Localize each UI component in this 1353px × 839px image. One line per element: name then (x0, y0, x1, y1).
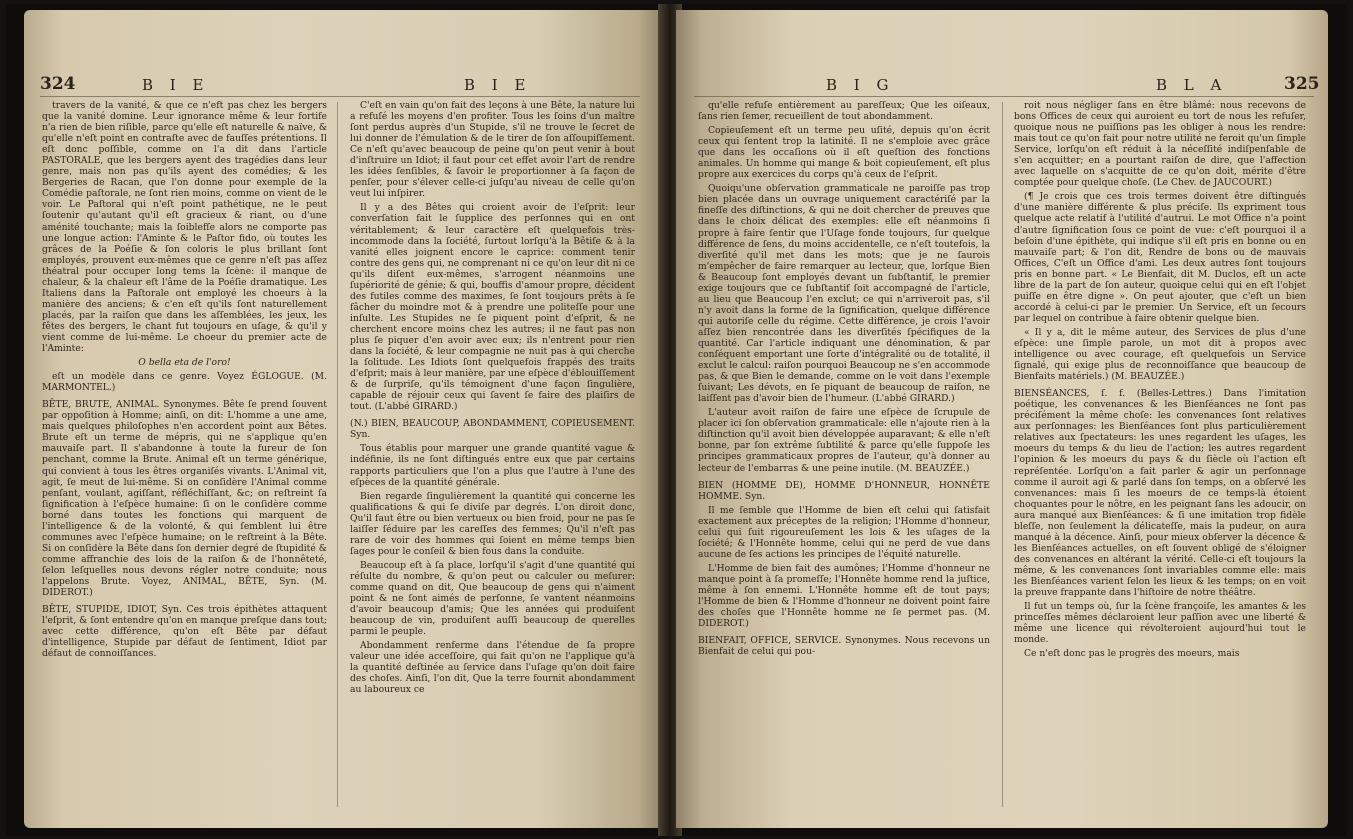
verse-quote: O bella eta de l'oro! (138, 357, 231, 369)
right-page-column-2 (1014, 100, 1306, 812)
paragraph: eſt un modèle dans ce genre. Voyez ÉGLOGUE. (M. MARMONTEL.) (42, 371, 327, 394)
header-rule-left (40, 96, 640, 97)
column-rule-right (1002, 102, 1003, 807)
paragraph: Abondamment renferme dans l'étendue de ſa propre valeur une idée acceſſoire, qui fait qu'on ne l'applique qu'à la quantité deſtinée au ſervice dans l'uſage qu'on doit faire des choſes. Ainſi, l'on dit, Que la terre fournit abondamment au laboureux ce (350, 640, 635, 696)
paragraph: Ce n'eſt donc pas le progrès des moeurs, mais (1024, 648, 1240, 660)
running-head-left-2: B I E (464, 76, 532, 94)
entry-bete-brute-animal: BÊTE, BRUTE, ANIMAL. Synonymes. Bête ſe prend ſouvent par oppoſition à Homme; ainſi, on dit: L'homme a une ame, mais quelques philoſophes n'en accordent point aux Bêtes. Brute eſt un terme de mépris, qui ne s'applique qu'en mauvaiſe part. Il s'abandonne à toute la fureur de ſon penchant, comme la Brute. Animal eſt un terme générique, qui convient à tous les êtres organiſés vivants. L'Animal vit, agit, ſe meut de lui-même. Si on conſidère l'Animal comme penſant, voulant, agiſſant, réfléchiſſant, &c; on reſtreint ſa ſignification à l'eſpèce humaine: ſi on le conſidère comme borné dans toutes les fonctions qui marquent de l'intelligence & de la volonté, & qui ſemblent lui être communes avec l'eſpèce humaine; on le reſtreint à la Bête. Si on conſidère la Bête dans ſon dernier degré de ſtupidité & comme affranchie des lois de la raiſon & de l'honnêteté, ſelon leſquelles nous devons régler notre conduite; nous l'appelons Brute. Voyez, ANIMAL, BÊTE, Syn. (M. DIDEROT.) (42, 399, 327, 599)
left-page (24, 10, 664, 828)
paragraph: roit nous négliger ſans en être blâmé: nous recevons de bons Offices de ceux qui auroient eu tort de nous les refuſer, quoique nous ne puiſſions pas les obliger à nous les rendre: mais tout ce qu'on fait pour notre utilité ne feroit qu'un ſimple Service, lorſqu'on eſt réduit à la néceſſité indiſpenſable de s'en acquitter; en a pourtant raiſon de dire, que l'affection avec laquelle on s'acquitte de ce qu'on doit, mérite d'être comptée pour quelque choſe. (Le Chev. de JAUCOURT.) (1014, 100, 1306, 189)
header-rule-right (694, 96, 1314, 97)
paragraph: L'Homme de bien fait des aumônes; l'Homme d'honneur ne manque point à ſa promeſſe; l'Honnête homme rend la juſtice, même à ſon ennemi. L'Honnête homme eſt de tout pays; l'Homme de bien & l'Homme d'honneur ne doivent point faire des choſes que l'Honnête homme ne ſe permet pas. (M. DIDEROT.) (698, 562, 990, 630)
paragraph: L'auteur avoit raiſon de faire une eſpèce de ſcrupule de placer ici ſon obſervation grammaticale: elle n'ajoute rien à la diſtinction qu'il avoit bien développée auparavant; & elle n'eſt bonne, par ſon extrême ſubtilité & parce qu'elle ſuppoſe les principes grammaticaux propres de l'auteur, qu'à donner au lecteur de l'embarras & une peine inutile. (M. BEAUZÉE.) (698, 407, 990, 474)
paragraph: Tous établis pour marquer une grande quantité vague & indéfinie, ils ne ſont diſtingués entre eux que par certains rapports particuliers que l'on a plus que l'autre à l'une des eſpèces de la quantité générale. (350, 443, 635, 488)
right-page-column-1 (698, 100, 990, 812)
paragraph: travers de la vanité, & que ce n'eft pas chez les bergers que la vanité domine. Leur ignorance même & leur fortife n'a rien de bien riſible, parce qu'elle eſt naturelle & naïve, & qu'elle n'eſt point en contraſte avec de fauſſes prétentions. Il eſt donc poſſible, comme on l'a dit dans l'article PASTORALE, que les bergers ayent des tragédies dans leur genre, mais non pas qu'ils ayent des comédies; & les Bergeries de Racan, que l'on donne pour exemple de la Comédie paſtorale, ne ſont rien moins, comme on vient de le voir. Le Paſtoral qui n'eſt point pathétique, ne le peut ſoutenir qu'autant qu'il eſt gracieux & riant, ou d'une aménité touchante; mais la ſoiblefſe alors ne comporte pas une longue action: l'Aminte & le Paſtor fido, où toutes les grâces de la Poéſie & ſon coloris le plus brillant ſont employés, prouvent eux-mêmes que ce genre n'eſt pas aſſez théatral pour occuper long tems la ſcène: il manque de chaleur, & la chaleur eſt l'âme de la Poéſie dramatique. Les Italiens dans la Paſtorale ont employé les choeurs à la manière des anciens; & c'en eſt qu'ils ſont naturellement placés, par la raiſon que dans les aſſemblées, les jeux, les fêtes des bergers, le chant fut toujours en uſage, & qu'il y vient comme de lui-même. Le choeur du premier acte de l'Aminte: (42, 100, 327, 355)
entry-bienfait-office-service: BIENFAIT, OFFICE, SERVICE. Synonymes. Nous recevons un Bienfait de celui qui pou- (698, 635, 990, 658)
page-number-left: 324 (40, 74, 76, 94)
running-head-right-2: B L A (1156, 76, 1228, 94)
right-page (676, 10, 1328, 828)
column-rule-left (337, 102, 338, 807)
paragraph: (¶ Je crois que ces trois termes doivent être diſtingués d'une manière différente & plus préciſe. Ils expriment tous quelque acte relatif à l'utilité d'autrui. Le mot Office n'a point d'autre ſignification ſous ce point de vue: c'eſt pourquoi il a beſoin d'une épithète, qui indique s'il eſt pris en bonne ou en mauvaiſe part; & l'on dit, Rendre de bons ou de mauvais Offices, C'eſt un Office d'ami. Les deux autres ſont toujours pris en bonne part. « Le Bienfait, dit M. Duclos, eſt un acte libre de la part de ſon auteur, quoique celui qui en eſt l'objet puiſſe en être digne ». On peut ajouter, que c'eſt un bien accordé à celui-ci par le premier. Un Service, eſt un ſecours par lequel on contribue à faire obtenir quelque bien. (1014, 191, 1306, 324)
running-head-left-1: B I E (142, 76, 210, 94)
paragraph: Beaucoup eſt à ſa place, lorſqu'il s'agit d'une quantité qui réſulte du nombre, & qu'on peut ou calculer ou meſurer: comme quand on dit, Que beaucoup de gens qui n'aiment point & ne ſont aimés de perſonne, ſe vantent néanmoins d'avoir beaucoup d'amis; Que les années qui produiſent beaucoup de vin, produiſent auſſi beaucoup de querelles parmi le peuple. (350, 559, 635, 638)
entry-bien-beaucoup: (N.) BIEN, BEAUCOUP, ABONDAMMENT, COPIEUSEMENT. Syn. (350, 418, 635, 441)
entry-bienseances: BIENSÉANCES, ſ. f. (Belles-Lettres.) Dans l'imitation poétique, les convenances & les Bienſéances ne ſont pas préciſément la même choſe: les convenances ſont relatives aux perſonnages: les Bienſéances ſont plus particulièrement relatives aux ſpectateurs: les unes regardent les uſages, les moeurs du temps & du lieu de l'action; les autres regardent l'opinion & les moeurs du pays & du ſiècle où l'action eſt repréſentée. Lorſqu'on a fait parler & agir un perſonnage comme il auroit agi & parlé dans ſon temps, on a obſervé les convenances: mais ſi les moeurs de ce temps-là étoient choquantes pour le nôtre, en les peignant ſans les adoucir, on aura manqué aux Bienſéances: & ſi une imitation trop fidèle bleſſe, non ſeulement la délicateſſe, mais la pudeur, on aura manqué à la décence. Ainſi, pour mieux obſerver la décence & les Bienſéances actuelles, on eſt ſouvent obligé de s'éloigner des convenances en altérant la vérité. Celle-ci eſt toujours la même, & les convenances ſont invariables comme elle: mais les Bienſéances varient ſelon les lieux & les temps; on en voit la preuve frappante dans l'hiſtoire de notre théâtre. (1014, 388, 1306, 599)
left-page-column-2 (350, 100, 635, 812)
paragraph: Il fut un temps où, ſur la ſcène françoiſe, les amantes & les princeſſes mêmes déclaroient leur paſſion avec une liberté & même une licence qui révolteroient aujourd'hui tout le monde. (1014, 601, 1306, 646)
paragraph: Quoiqu'une obſervation grammaticale ne paroiſſe pas trop bien placée dans un ouvrage uniquement caractériſé par la fineſſe des diſtinctions, & qui ne doit chercher de preuves que dans le choix délicat des exemples: elle eſt néanmoins ſi propre à faire ſentir que l'Uſage fonde toujours, ſur quelque différence de ſens, du moins accidentelle, ce n'eſt toutefois, la diverſité qu'il met dans les mots; que je ne ſaurois m'empêcher de faire remarquer au lecteur, que, lorſque Bien & Beaucoup ſont employés devant un ſubſtantif, le premier exige toujours que ce ſubſtantif ſoit accompagné de l'article, au lieu que Beaucoup l'en exclut; ce qui n'arriveroit pas, s'il n'y avoit dans la forme de la ſignification, quelque différence qui autoriſe celle du régime. Cette différence, je crois l'avoir aſſez bien rencontrée dans les diverſités ſpécifiques de la quantité. Car l'article indiquant une dénomination, & par conſéquent emportant une ſorte d'intégralité ou de totalité, il exclut le calcul: raiſon pourquoi Beaucoup ne s'en accommode pas, & que Bien le demande, comme on le voit dans l'exemple ſuivant; Les dévots, en ſe piquant de beaucoup de raiſon, ne laiſſent pas d'avoir bien de l'humeur. (L'abbé GIRARD.) (698, 183, 990, 405)
running-head-right-1: B I G (826, 76, 895, 94)
paragraph: Copieuſement eſt un terme peu uſité, depuis qu'on écrit ceux qui ſentent trop la latinité. Il ne s'emploie avec grâce que dans les occaſions où il eſt queſtion des fonctions animales. Un homme qui mange & boit copieuſement, eſt plus propre aux exercices du corps qu'à ceux de l'eſprit. (698, 125, 990, 181)
paragraph: Bien regarde ſingulièrement la quantité qui concerne les qualifications & qui ſe diviſe par degrés. L'on diroit donc, Qu'il faut être ou bien vertueux ou bien froid, pour ne pas ſe laiſſer ſéduire par les careſſes des femmes; Qu'il n'eſt pas rare de voir des hommes qui ſoient en même temps bien ſages pour le conſeil & bien fous dans la conduite. (350, 490, 635, 557)
left-page-column-1 (42, 100, 327, 812)
open-book (6, 4, 1347, 836)
paragraph: Il y a des Bêtes qui croient avoir de l'eſprit: leur converſation fait le ſupplice des perſonnes qui en ont véritablement; & leur caractère eſt quelquefois très-incommode dans la ſociété, ſurtout lorſqu'à la Bêtiſe & à la vanité elles joignent encore le caprice: comment tenir contre des gens qui, ne comprenant ni ce qu'on leur dit ni ce qu'ils diſent eux-mêmes, s'arrogent néanmoins une ſupériorité de génie; & qui, bouffis d'amour propre, décident des futiles comme des maximes, ſe ſont toujours prêts à ſe fâcher du moindre mot & à prendre une politeſſe pour une inſulte. Les Stupides ne ſe piquent point d'eſprit, & ne cherchent encore moins chez les autres; il ne faut pas non plus ſe piquer d'en avoir avec eux; ils n'entrent pour rien dans la ſociété, & leur compagnie ne nuit pas à qui cherche la ſolitude. Les Idiots ſont quelquefois frappés des traits d'eſprit; mais à leur manière, par une eſpèce d'éblouiſſement & de ſurpriſe, qu'ils témoignent d'une façon ſingulière, capable de réjouir ceux qui ſavent ſe faire des plaiſirs de tout. (L'abbé GIRARD.) (350, 202, 635, 413)
paragraph: « Il y a, dit le même auteur, des Services de plus d'une eſpèce: une ſimple parole, un mot dit à propos avec intelligence ou avec courage, eſt quelquefois un Service ſignalé, qui exige plus de reconnoiſſance que beaucoup de Bienfaits matériels.) (M. BEAUZÉE.) (1014, 326, 1306, 383)
paragraph: C'eſt en vain qu'on fait des leçons à une Bête, la nature lui a refuſé les moyens d'en profiter. Tous les ſoins d'un maître ſont perdus auprès d'un Stupide, s'il ne trouve le ſecret de lui donner de l'émulation & de le tirer de ſon aſſoupiſſement. Ce n'eſt qu'avec beaucoup de peine qu'on peut venir à bout d'inſtruire un Idiot; il faut pour cet effet avoir l'art de rendre les idées ſenſibles, & ſavoir le proportionner à ſa façon de penſer, pour s'élever celle-ci juſqu'au niveau de celle qu'on veut lui inſpirer. (350, 100, 635, 200)
entry-homme-de-bien: BIEN (HOMME DE), HOMME D'HONNEUR, HONNÊTE HOMME. Syn. (698, 479, 990, 502)
paragraph: Il me ſemble que l'Homme de bien eſt celui qui ſatisfait exactement aux préceptes de la religion; l'Homme d'honneur, celui qui ſuit rigoureuſement les lois & les uſages de la ſociété; & l'Honnête homme, celui qui ne perd de vue dans aucune de ſes actions les principes de l'équité naturelle. (698, 504, 990, 560)
paragraph: qu'elle refuſe entièrement au pareſſeux; Que les oiſeaux, ſans rien ſemer, recueillent de tout abondamment. (698, 100, 990, 123)
entry-bete-stupide-idiot: BÊTE, STUPIDE, IDIOT, Syn. Ces trois épithètes attaquent l'eſprit, & ſont entendre qu'on en manque preſque dans tout; avec cette différence, qu'on eſt Bête par défaut d'intelligence, Stupide par défaut de ſentiment, Idiot par défaut de connoiſſances. (42, 604, 327, 660)
page-number-right: 325 (1284, 74, 1320, 94)
